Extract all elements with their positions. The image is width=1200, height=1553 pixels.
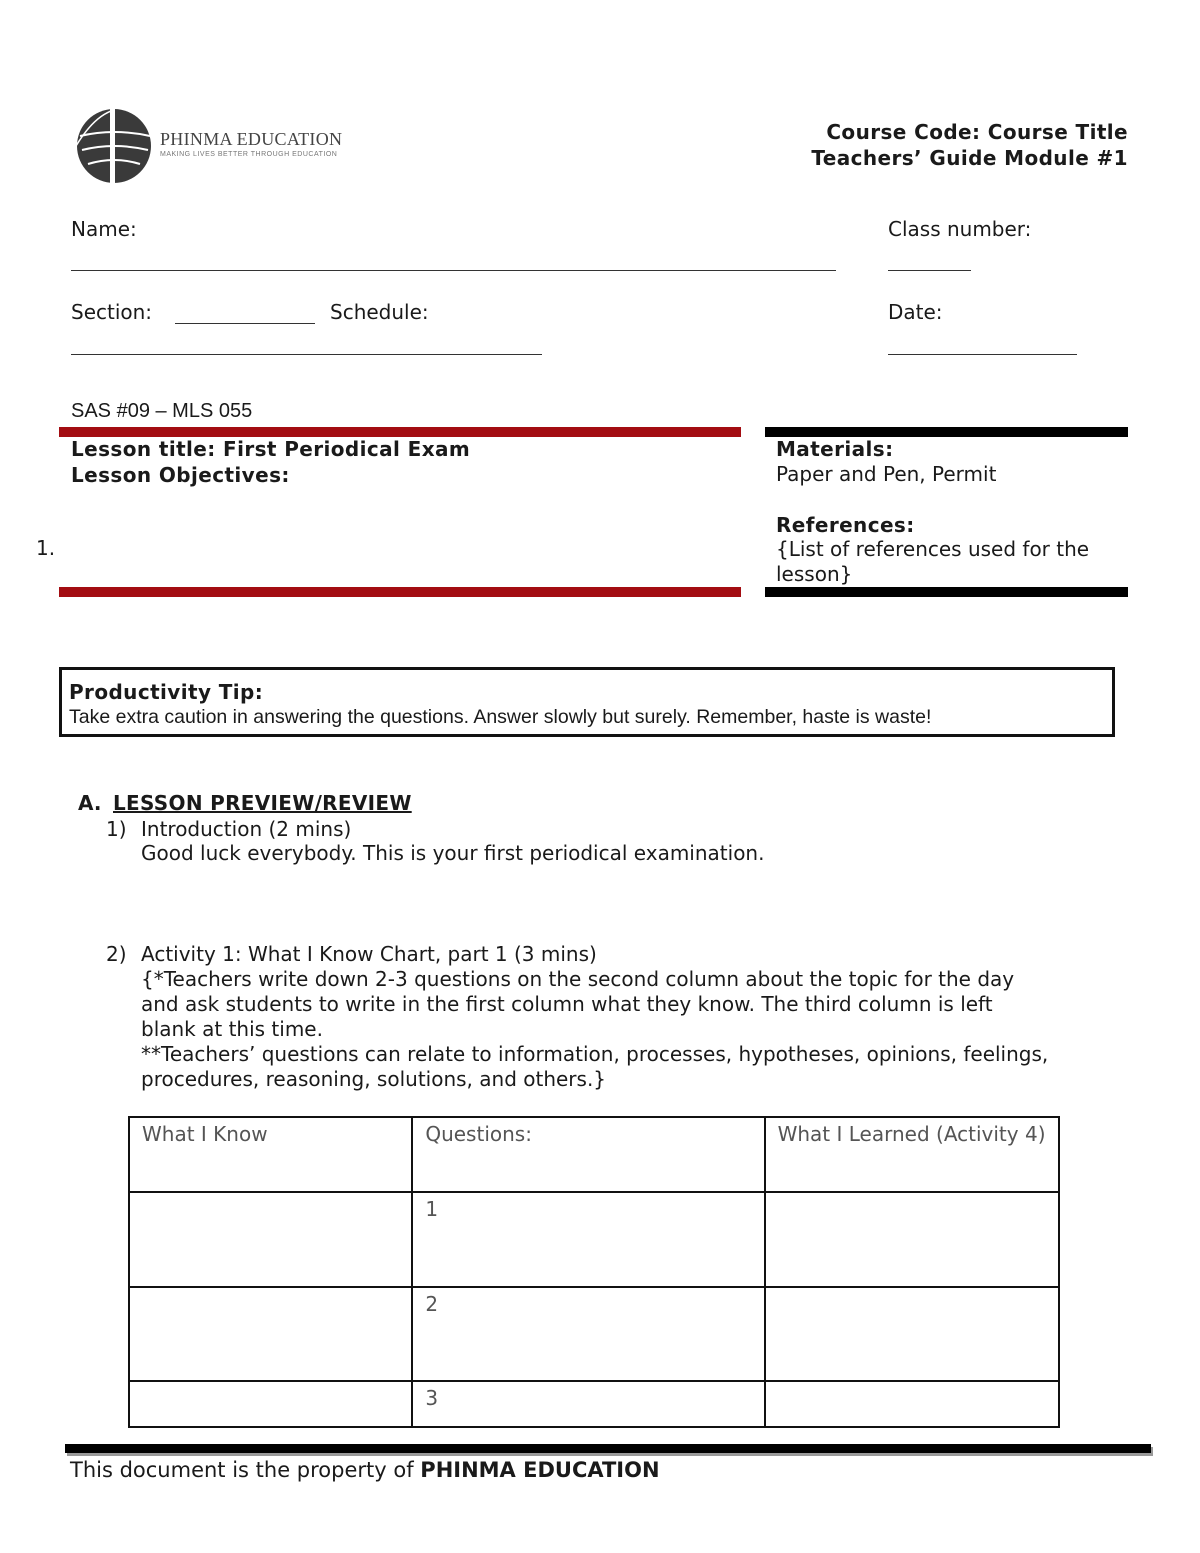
- what-i-know-cell[interactable]: [129, 1381, 412, 1427]
- schedule-field[interactable]: [71, 354, 542, 355]
- schedule-label: Schedule:: [330, 300, 429, 324]
- what-i-learned-cell[interactable]: [765, 1287, 1059, 1381]
- sas-code: SAS #09 – MLS 055: [71, 400, 253, 422]
- item2-title: Activity 1: What I Know Chart, part 1 (3 mins): [141, 942, 597, 966]
- lesson-bottom-bar: [59, 587, 741, 597]
- item2-line1: {*Teachers write down 2-3 questions on the second column about the topic for the day: [141, 967, 1015, 991]
- item2-line3: blank at this time.: [141, 1017, 323, 1041]
- what-i-learned-cell[interactable]: [765, 1381, 1059, 1427]
- question-number-cell[interactable]: 3: [412, 1381, 764, 1427]
- lesson-objectives-label: Lesson Objectives:: [71, 463, 290, 487]
- item2-line2: and ask students to write in the first column what they know. The third column is left: [141, 992, 993, 1016]
- date-field[interactable]: [888, 354, 1077, 355]
- lesson-title: Lesson title: First Periodical Exam: [71, 437, 471, 461]
- section-label: Section:: [71, 300, 153, 324]
- footer-prefix: This document is the property of: [70, 1458, 421, 1482]
- references-value-line2: lesson}: [776, 562, 853, 586]
- what-i-know-cell[interactable]: [129, 1287, 412, 1381]
- what-i-know-cell[interactable]: [129, 1192, 412, 1287]
- class-number-label: Class number:: [888, 217, 1032, 241]
- footer-divider: [65, 1444, 1151, 1453]
- section-a-heading: LESSON PREVIEW/REVIEW: [113, 791, 412, 815]
- footer-text: [70, 1458, 660, 1482]
- lesson-top-bar: [59, 427, 741, 437]
- date-label: Date:: [888, 300, 943, 324]
- course-code-title: Course Code: Course Title: [826, 120, 1128, 144]
- productivity-tip-text: Take extra caution in answering the questions. Answer slowly but surely. Remember, haste is waste!: [69, 706, 932, 728]
- item2-line4: **Teachers’ questions can relate to information, processes, hypotheses, opinions, feelings,: [141, 1042, 1049, 1066]
- table-row: [129, 1381, 1059, 1427]
- what-i-know-chart: [128, 1116, 1060, 1428]
- references-label: References:: [776, 513, 915, 537]
- logo-tagline: MAKING LIVES BETTER THROUGH EDUCATION: [160, 151, 338, 158]
- name-field[interactable]: [71, 270, 836, 271]
- header-what-i-know: What I Know: [129, 1117, 412, 1192]
- what-i-learned-cell[interactable]: [765, 1192, 1059, 1287]
- table-header-row: [129, 1117, 1059, 1192]
- productivity-tip-label: Productivity Tip:: [69, 680, 264, 704]
- item2-line5: procedures, reasoning, solutions, and others.}: [141, 1067, 607, 1091]
- section-a-letter: A.: [78, 791, 102, 815]
- phinma-logo-icon: [74, 106, 154, 186]
- question-number-cell[interactable]: 2: [412, 1287, 764, 1381]
- footer-brand: PHINMA EDUCATION: [420, 1458, 660, 1482]
- logo-text: PHINMA EDUCATION: [160, 129, 343, 149]
- materials-value: Paper and Pen, Permit: [776, 462, 997, 486]
- class-number-field[interactable]: [888, 270, 971, 271]
- item1-number: 1): [106, 817, 127, 841]
- question-number-cell[interactable]: 1: [412, 1192, 764, 1287]
- item1-body: Good luck everybody. This is your first periodical examination.: [141, 841, 765, 865]
- table-row: [129, 1192, 1059, 1287]
- item2-number: 2): [106, 942, 127, 966]
- section-field[interactable]: [175, 323, 315, 324]
- name-label: Name:: [71, 217, 137, 241]
- item1-title: Introduction (2 mins): [141, 817, 352, 841]
- header-questions: Questions:: [412, 1117, 764, 1192]
- materials-label: Materials:: [776, 437, 894, 461]
- teachers-guide-module: Teachers’ Guide Module #1: [811, 146, 1128, 170]
- objective-number: 1.: [36, 536, 56, 560]
- table-row: [129, 1287, 1059, 1381]
- materials-bottom-bar: [765, 587, 1128, 597]
- header-what-i-learned: What I Learned (Activity 4): [765, 1117, 1059, 1192]
- references-value-line1: {List of references used for the: [776, 537, 1090, 561]
- materials-top-bar: [765, 427, 1128, 437]
